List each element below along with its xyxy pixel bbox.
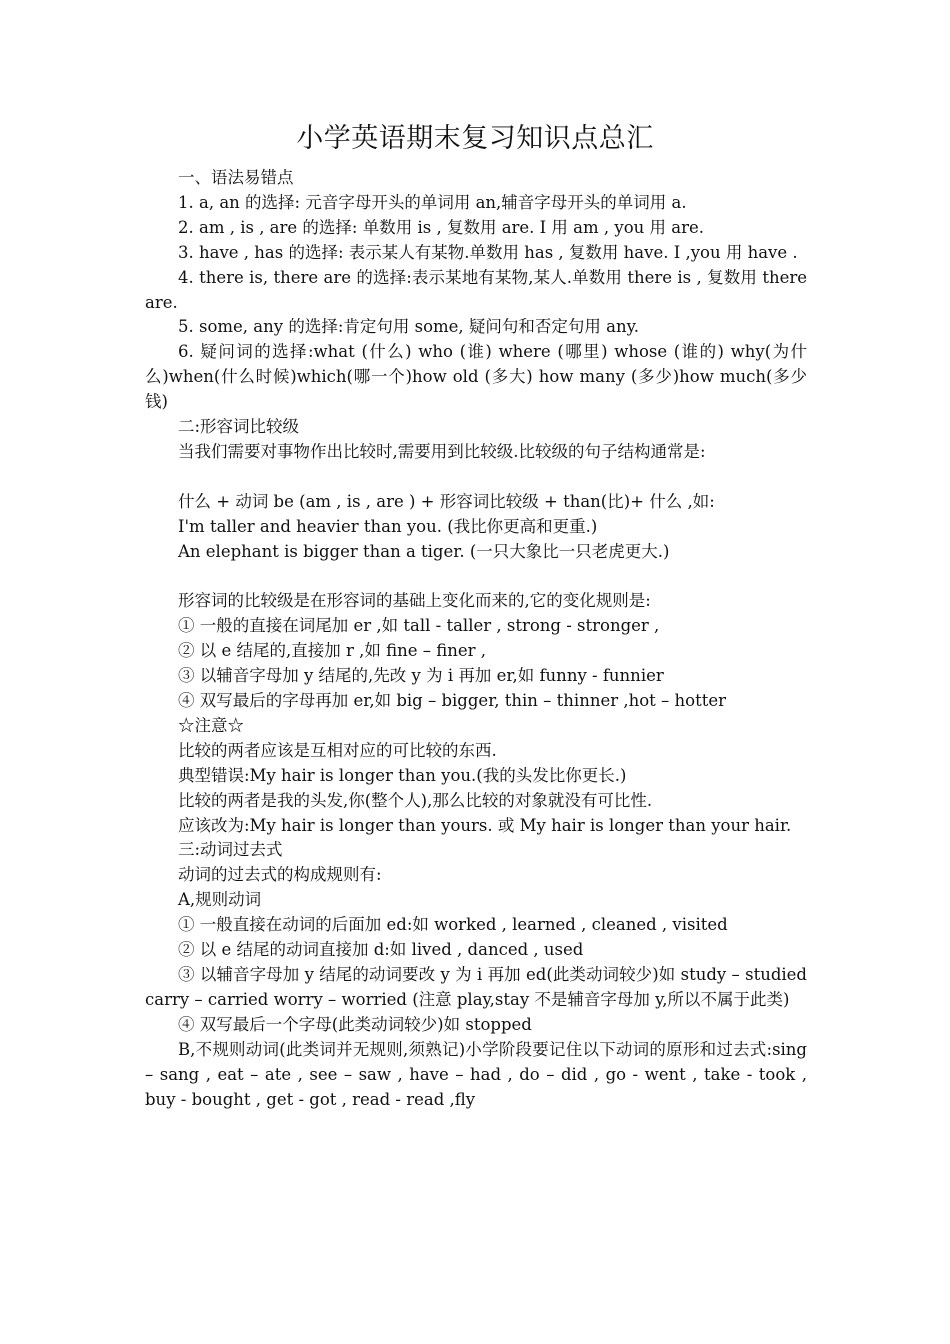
paragraph: 比较的两者是我的头发,你(整个人),那么比较的对象就没有可比性. <box>178 790 653 810</box>
paragraph: B,不规则动词(此类词并无规则,须熟记)小学阶段要记住以下动词的原形和过去式:sing – sang , eat – ate , see – saw , have – had , do – did , go - went , take - took , buy - bought , get - got , read - read ,fly <box>145 1039 807 1109</box>
rule-item: ④ 双写最后的字母再加 er,如 big – bigger, thin – thinner ,hot – hotter <box>178 691 726 710</box>
rule-item: ④ 双写最后一个字母(此类动词较少)如 stopped <box>178 1014 532 1034</box>
paragraph: 一、语法易错点 <box>178 168 294 187</box>
paragraph: 1. a, an 的选择: 元音字母开头的单词用 an,辅音字母开头的单词用 a. <box>178 192 687 212</box>
paragraph: 应该改为:My hair is longer than yours. 或 My hair is longer than your hair. <box>178 815 792 835</box>
paragraph: 6. 疑问词的选择:what (什么) who (谁) where (哪里) whose (谁的) why(为什么)when(什么时候)which(哪一个)how old (多大) how many (多少)how much(多少钱) <box>145 342 807 412</box>
paragraph: 典型错误:My hair is longer than you.(我的头发比你更长.) <box>178 765 627 785</box>
subsection-heading: A,规则动词 <box>178 890 262 910</box>
rule-item: ① 一般直接在动词的后面加 ed:如 worked , learned , cleaned , visited <box>178 915 728 935</box>
note-heading: ☆注意☆ <box>178 715 244 735</box>
blank-line <box>145 564 807 589</box>
rule-item: ③ 以辅音字母加 y 结尾的动词要改 y 为 i 再加 ed(此类动词较少)如 study – studied carry – carried worry – worried (注意 play,stay 不是辅音字母加 y,所以不属于此类) <box>145 964 807 1009</box>
paragraph: 形容词的比较级是在形容词的基础上变化而来的,它的变化规则是: <box>178 591 651 611</box>
section-heading: 二:形容词比较级 <box>178 417 300 437</box>
paragraph: 4. there is, there are 的选择:表示某地有某物,某人.单数用 there is , 复数用 there are. <box>145 267 807 312</box>
paragraph: 3. have , has 的选择: 表示某人有某物.单数用 has , 复数用 have. I ,you 用 have . <box>178 242 798 262</box>
rule-item: ② 以 e 结尾的,直接加 r ,如 fine – finer , <box>178 641 487 661</box>
blank-line <box>145 465 807 490</box>
paragraph: 什么 + 动词 be (am , is , are ) + 形容词比较级 + than(比)+ 什么 ,如: <box>178 491 715 511</box>
paragraph: 2. am , is , are 的选择: 单数用 is , 复数用 are. I 用 am , you 用 are. <box>178 217 705 237</box>
rule-item: ① 一般的直接在词尾加 er ,如 tall - taller , strong - stronger , <box>178 616 660 636</box>
example-sentence: I'm taller and heavier than you. (我比你更高和更重.) <box>178 516 598 536</box>
document-title: 小学英语期末复习知识点总汇 <box>296 123 654 154</box>
paragraph: 当我们需要对事物作出比较时,需要用到比较级.比较级的句子结构通常是: <box>178 441 706 461</box>
paragraph: 5. some, any 的选择:肯定句用 some, 疑问句和否定句用 any. <box>178 317 640 337</box>
example-sentence: An elephant is bigger than a tiger. (一只大象比一只老虎更大.) <box>178 541 670 561</box>
rule-item: ③ 以辅音字母加 y 结尾的,先改 y 为 i 再加 er,如 funny - funnier <box>178 666 664 686</box>
rule-item: ② 以 e 结尾的动词直接加 d:如 lived , danced , used <box>178 940 584 960</box>
paragraph: 动词的过去式的构成规则有: <box>178 865 382 885</box>
section-heading: 三:动词过去式 <box>178 840 283 860</box>
paragraph: 比较的两者应该是互相对应的可比较的东西. <box>178 740 497 760</box>
document-body <box>145 166 807 1112</box>
